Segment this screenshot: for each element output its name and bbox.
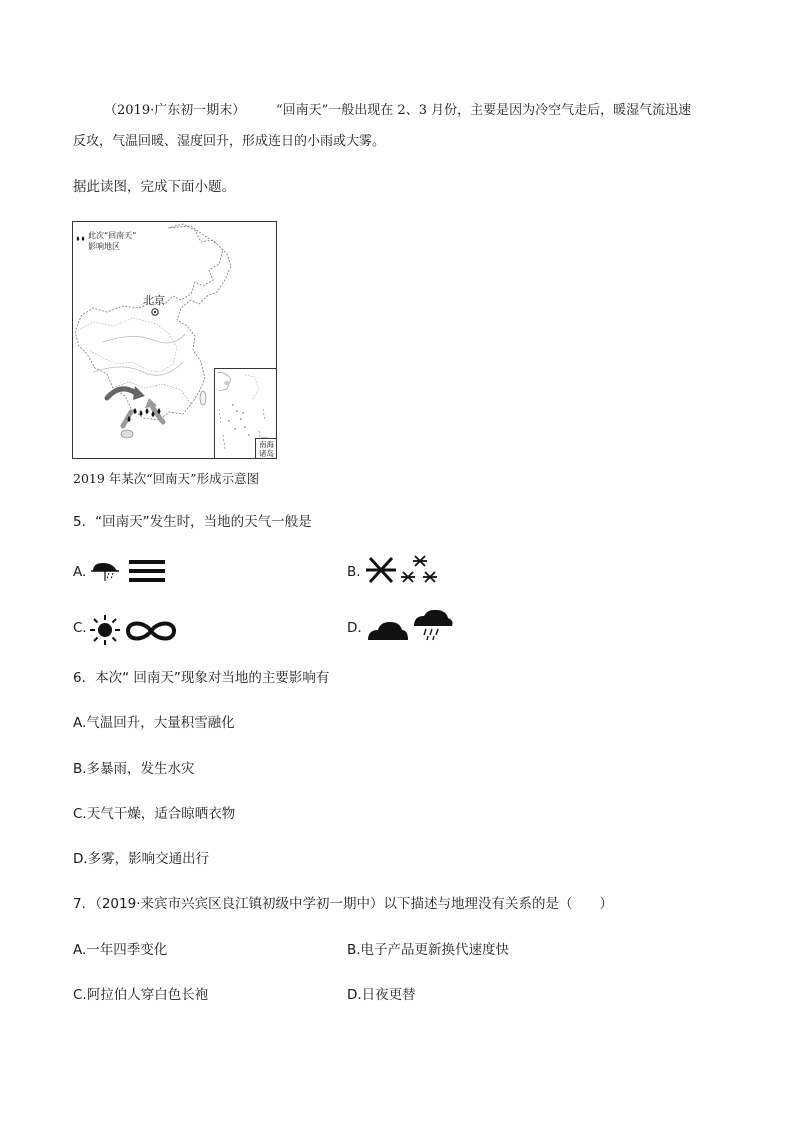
fog-icon [128,558,168,584]
q6-option-b[interactable]: B.多暴雨，发生水灾 [73,761,195,777]
question-source: （2019·广东初一期末） [104,103,246,118]
q5-option-a-label[interactable]: A. [73,564,87,580]
map-caption: 2019 年某次“回南天”形成示意图 [73,471,260,486]
sleet-icon [401,554,439,586]
rain-cloud-icon [412,608,454,642]
q6-stem: 6．本次“ 回南天”现象对当地的主要影响有 [73,670,330,686]
intro-line-2: 反攻，气温回暖、湿度回升，形成连日的小雨或大雾。 [73,134,386,149]
q7-option-b[interactable]: B.电子产品更新换代速度快 [347,942,510,958]
sunny-icon [89,614,121,646]
q7-stem: 7．（2019·来宾市兴宾区良江镇初级中学初一期中）以下描述与地理没有关系的是（ ） [73,896,613,912]
instruction-text: 据此读图，完成下面小题。 [73,179,235,195]
q5-stem: 5．“回南天”发生时，当地的天气一般是 [73,514,312,530]
inset-label-line-1: 南海 [259,440,274,449]
china-map-figure [72,221,277,459]
q7-option-c[interactable]: C.阿拉伯人穿白色长袍 [73,987,209,1003]
q6-option-a[interactable]: A.气温回升，大量积雪融化 [73,715,235,731]
south-china-sea-inset [214,368,277,459]
inset-label-line-2: 诸岛 [259,449,274,458]
shower-icon [89,557,125,585]
q6-option-d[interactable]: D.多雾，影响交通出行 [73,851,210,867]
q5-option-d-label[interactable]: D. [347,620,362,636]
haze-icon [124,619,178,643]
legend-droplet-icon [77,236,85,241]
q5-option-c-label[interactable]: C. [73,620,87,636]
q7-option-d[interactable]: D.日夜更替 [347,987,416,1003]
warm-air-arrow-icon [107,389,137,398]
q7-option-a[interactable]: A.一年四季变化 [73,942,168,958]
intro-line-1: “回南天”一般出现在 2、3 月份，主要是因为冷空气走后，暖湿气流迅速 [276,103,692,118]
map-legend-line-2: 影响地区 [88,242,120,251]
map-legend-line-1: 此次“回南天” [88,231,137,240]
cloudy-icon [366,618,410,642]
beijing-label: 北京 [143,294,165,307]
q5-option-b-label[interactable]: B. [347,564,361,580]
q6-option-c[interactable]: C.天气干燥，适合晾晒衣物 [73,806,236,822]
heavy-snow-icon [364,554,398,586]
